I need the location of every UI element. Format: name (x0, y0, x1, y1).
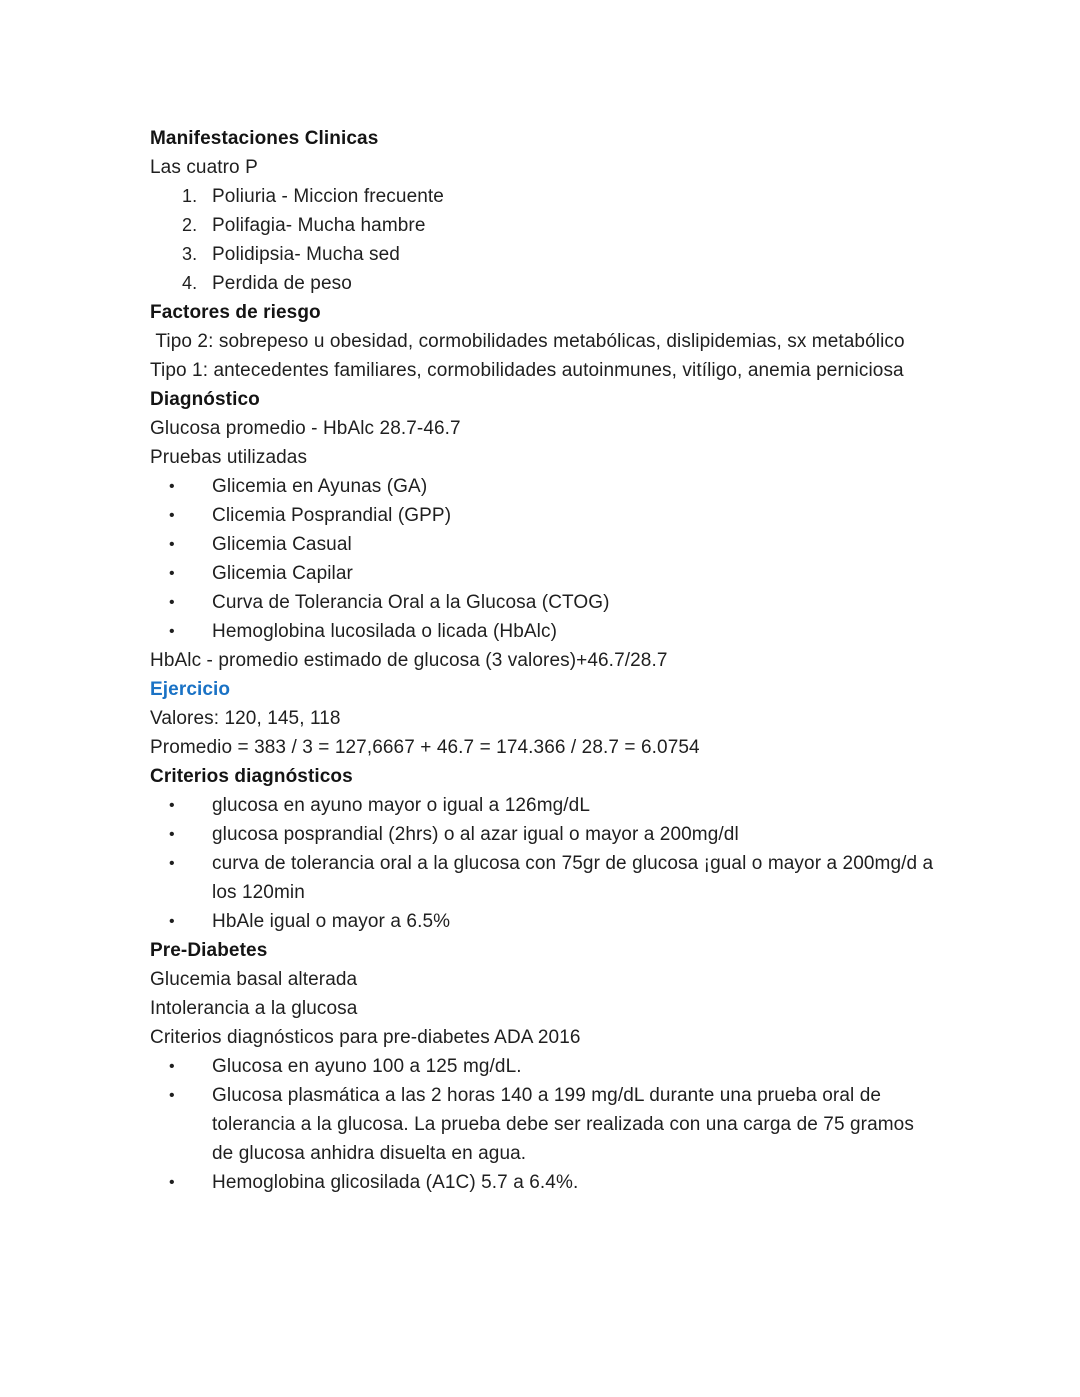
list-item-text: Curva de Tolerancia Oral a la Glucosa (CTOG) (212, 592, 610, 613)
paragraph: Glucemia basal alterada (150, 969, 358, 990)
bullet-icon: • (169, 913, 175, 930)
bullet-icon: • (169, 855, 175, 872)
list-item-text: Glicemia en Ayunas (GA) (212, 476, 428, 497)
list-item-text: glucosa posprandial (2hrs) o al azar igual o mayor a 200mg/dl (212, 824, 739, 845)
list-item (150, 588, 938, 617)
list-item (150, 211, 938, 240)
bullet-icon: • (169, 565, 175, 582)
list-item-text: Polidipsia- Mucha sed (212, 244, 400, 265)
bullet-icon: • (169, 826, 175, 843)
list-number: 2. (182, 215, 198, 235)
list-item (150, 472, 938, 501)
list-item (150, 501, 938, 530)
list-item-text: Perdida de peso (212, 273, 352, 294)
list-number: 4. (182, 273, 198, 293)
list-item (150, 559, 938, 588)
paragraph: Glucosa promedio - HbAlc 28.7-46.7 (150, 418, 461, 439)
paragraph: Pruebas utilizadas (150, 447, 308, 468)
document-content (150, 124, 938, 1197)
paragraph: Criterios diagnósticos para pre-diabetes ADA 2016 (150, 1027, 581, 1048)
list-item-text: Hemoglobina lucosilada o licada (HbAlc) (212, 621, 558, 642)
list-item (150, 1081, 938, 1168)
list-item-text: Glicemia Capilar (212, 563, 353, 584)
list-item (150, 820, 938, 849)
bullet-icon: • (169, 1058, 175, 1075)
list-item (150, 1052, 938, 1081)
list-item-text: Polifagia- Mucha hambre (212, 215, 426, 236)
bullet-icon: • (169, 594, 175, 611)
paragraph: HbAlc - promedio estimado de glucosa (3 valores)+46.7/28.7 (150, 650, 668, 671)
bullet-icon: • (169, 797, 175, 814)
list-item (150, 240, 938, 269)
list-item (150, 791, 938, 820)
bullet-icon: • (169, 536, 175, 553)
list-item (150, 530, 938, 559)
list-item-text: Glicemia Casual (212, 534, 352, 555)
paragraph: Intolerancia a la glucosa (150, 998, 358, 1019)
bullet-icon: • (169, 507, 175, 524)
list-item-text: Glucosa plasmática a las 2 horas 140 a 199 mg/dL durante una prueba oral de tolerancia a la glucosa. La prueba debe ser realizada con una carga de 75 gramos de glucosa anhidra disuelta en agua. (212, 1085, 920, 1164)
list-item (150, 182, 938, 211)
list-item-text: glucosa en ayuno mayor o igual a 126mg/dL (212, 795, 591, 816)
bullet-icon: • (169, 478, 175, 495)
section-heading: Pre-Diabetes (150, 940, 268, 961)
section-heading: Ejercicio (150, 679, 231, 700)
section-heading: Factores de riesgo (150, 302, 321, 323)
list-item-text: HbAle igual o mayor a 6.5% (212, 911, 451, 932)
bullet-icon: • (169, 1174, 175, 1191)
list-item (150, 1168, 938, 1197)
list-item-text: Poliuria - Miccion frecuente (212, 186, 444, 207)
bullet-icon: • (169, 1087, 175, 1104)
section-heading: Criterios diagnósticos (150, 766, 353, 787)
list-item (150, 907, 938, 936)
list-item (150, 269, 938, 298)
list-item-text: curva de tolerancia oral a la glucosa con 75gr de glucosa ¡gual o mayor a 200mg/d a los 120min (212, 853, 939, 903)
list-item-text: Glucosa en ayuno 100 a 125 mg/dL. (212, 1056, 522, 1077)
list-number: 3. (182, 244, 198, 264)
paragraph: Valores: 120, 145, 118 (150, 708, 341, 729)
list-item-text: Clicemia Posprandial (GPP) (212, 505, 452, 526)
list-item (150, 849, 938, 907)
section-heading: Manifestaciones Clinicas (150, 128, 379, 149)
paragraph: Las cuatro P (150, 157, 258, 178)
section-heading: Diagnóstico (150, 389, 260, 410)
paragraph: Tipo 1: antecedentes familiares, cormobilidades autoinmunes, vitíligo, anemia perniciosa (150, 360, 904, 381)
paragraph: Tipo 2: sobrepeso u obesidad, cormobilidades metabólicas, dislipidemias, sx metabólico (150, 331, 905, 352)
bullet-icon: • (169, 623, 175, 640)
list-item-text: Hemoglobina glicosilada (A1C) 5.7 a 6.4%. (212, 1172, 579, 1193)
list-item (150, 617, 938, 646)
list-number: 1. (182, 186, 198, 206)
paragraph: Promedio = 383 / 3 = 127,6667 + 46.7 = 174.366 / 28.7 = 6.0754 (150, 737, 700, 758)
